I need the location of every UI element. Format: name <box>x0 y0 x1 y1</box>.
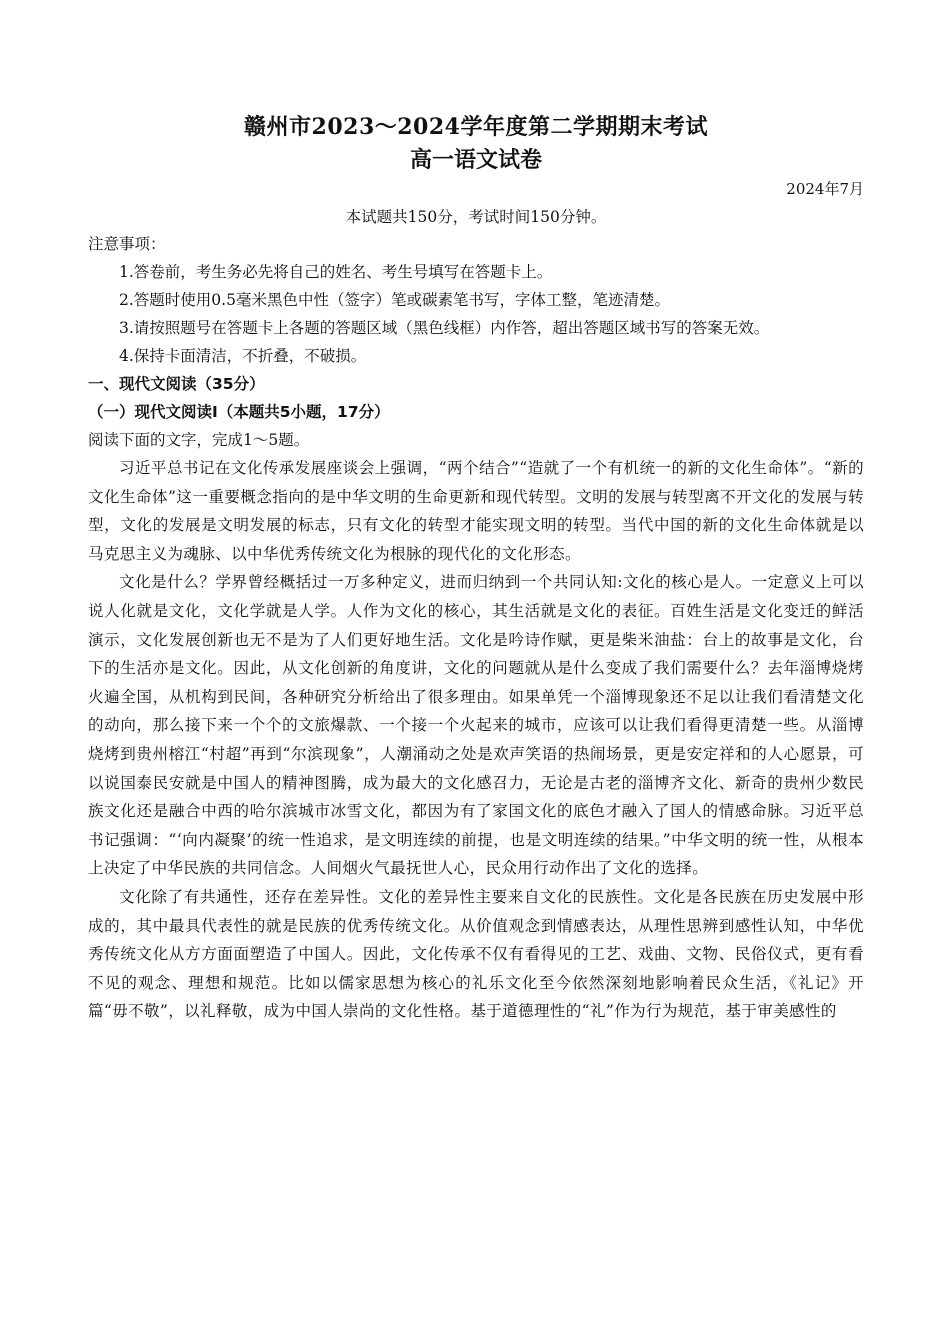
notice-item: 2.答题时使用0.5毫米黑色中性（签字）笔或碳素笔书写，字体工整，笔迹清楚。 <box>119 291 670 309</box>
notice-item: 3.请按照题号在答题卡上各题的答题区域（黑色线框）内作答，超出答题区域书写的答案无效。 <box>119 319 770 337</box>
section-sub-heading: （一）现代文阅读Ⅰ（本题共5小题，17分） <box>88 403 390 421</box>
section-modern-reading <box>88 370 864 1026</box>
section-instruction: 阅读下面的文字，完成1～5题。 <box>88 431 310 449</box>
exam-title: 赣州市2023～2024学年度第二学期期末考试 <box>244 114 708 140</box>
reading-paragraph: 习近平总书记在文化传承发展座谈会上强调，“两个结合”“造就了一个有机统一的新的文化生命体”。“新的文化生命体”这一重要概念指向的是中华文明的生命更新和现代转型。文明的发展与转型离不开文化的发展与转型，文化的发展是文明发展的标志，只有文化的转型才能实现文明的转型。当代中国的新的文化生命体就是以马克思主义为魂脉、以中华优秀传统文化为根脉的现代化的文化形态。 <box>88 459 864 563</box>
exam-page <box>88 112 864 1026</box>
notice-item: 1.答卷前，考生务必先将自己的姓名、考生号填写在答题卡上。 <box>119 263 553 281</box>
notice-heading: 注意事项： <box>88 235 166 253</box>
section-heading: 一、现代文阅读（35分） <box>88 375 265 393</box>
notice-item: 4.保持卡面清洁，不折叠，不破损。 <box>119 347 367 365</box>
reading-paragraph: 文化是什么？学界曾经概括过一万多种定义，进而归纳到一个共同认知:文化的核心是人。一定意义上可以说人化就是文化，文化学就是人学。人作为文化的核心，其生活就是文化的表征。百姓生活是文化变迁的鲜活演示，文化发展创新也无不是为了人们更好地生活。文化是吟诗作赋，更是柴米油盐：台上的故事是文化，台下的生活亦是文化。因此，从文化创新的角度讲，文化的问题就从是什么变成了我们需要什么？去年淄博烧烤火遍全国，从机构到民间，各种研究分析给出了很多理由。如果单凭一个淄博现象还不足以让我们看清楚文化的动向，那么接下来一个个的文旅爆款、一个接一个火起来的城市，应该可以让我们看得更清楚一些。从淄博烧烤到贵州榕江“村超”再到“尔滨现象”，人潮涌动之处是欢声笑语的热闹场景，更是安定祥和的人心愿景，可以说国泰民安就是中国人的精神图腾，成为最大的文化感召力，无论是古老的淄博齐文化、新奇的贵州少数民族文化还是融合中西的哈尔滨城市冰雪文化，都因为有了家国文化的底色才融入了国人的情感命脉。习近平总书记强调：“‘向内凝聚’的统一性追求，是文明连续的前提，也是文明连续的结果。”中华文明的统一性，从根本上决定了中华民族的共同信念。人间烟火气最抚世人心，民众用行动作出了文化的选择。 <box>88 573 864 878</box>
exam-subtitle: 高一语文试卷 <box>409 148 542 173</box>
exam-date: 2024年7月 <box>786 180 864 198</box>
reading-paragraph: 文化除了有共通性，还存在差异性。文化的差异性主要来自文化的民族性。文化是各民族在历史发展中形成的，其中最具代表性的就是民族的优秀传统文化。从价值观念到情感表达，从理性思辨到感性认知，中华优秀传统文化从方方面面塑造了中国人。因此，文化传承不仅有看得见的工艺、戏曲、文物、民俗仪式，更有看不见的观念、理想和规范。比如以儒家思想为核心的礼乐文化至今依然深刻地影响着民众生活，《礼记》开篇“毋不敬”，以礼释敬，成为中国人崇尚的文化性格。基于道德理性的“礼”作为行为规范，基于审美感性的 <box>88 887 864 1021</box>
exam-info: 本试题共150分，考试时间150分钟。 <box>345 208 607 226</box>
notice-block <box>88 230 864 370</box>
